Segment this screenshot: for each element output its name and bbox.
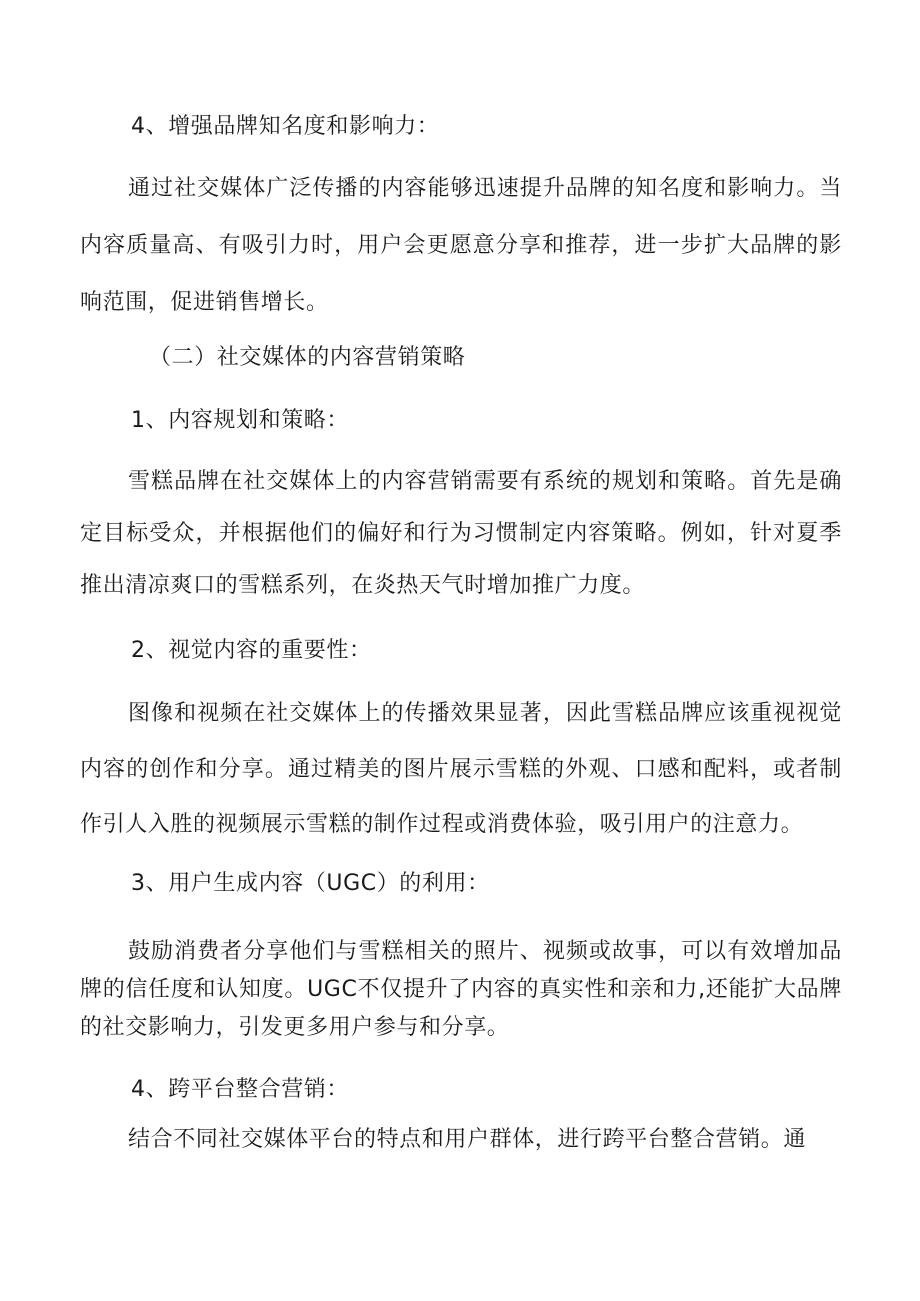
paragraph-content-planning: 雪糕品牌在社交媒体上的内容营销需要有系统的规划和策略。首先是确定目标受众，并根据他们的偏好和行为习惯制定内容策略。例如，针对夏季推出清凉爽口的雪糕系列，在炎热天气时增加推广力度。 (80, 469, 842, 598)
paragraph-ugc: 鼓励消费者分享他们与雪糕相关的照片、视频或故事，可以有效增加品牌的信任度和认知度。UGC不仅提升了内容的真实性和亲和力,还能扩大品牌的社交影响力，引发更多用户参与和分享。 (80, 939, 842, 1040)
heading-content-planning: 1、内容规划和策略： (131, 408, 349, 433)
heading-ugc: 3、用户生成内容（UGC）的利用： (131, 871, 490, 896)
heading-cross-platform: 4、跨平台整合营销： (131, 1077, 349, 1102)
heading-brand-awareness: 4、增强品牌知名度和影响力： (131, 114, 440, 139)
paragraph-cross-platform: 结合不同社交媒体平台的特点和用户群体，进行跨平台整合营销。通 (128, 1127, 807, 1152)
section-heading-content-strategy: （二）社交媒体的内容营销策略 (149, 345, 466, 370)
heading-visual-content: 2、视觉内容的重要性： (131, 638, 372, 663)
paragraph-visual-content: 图像和视频在社交媒体上的传播效果显著，因此雪糕品牌应该重视视觉内容的创作和分享。通过精美的图片展示雪糕的外观、口感和配料，或者制作引人入胜的视频展示雪糕的制作过程或消费体验，吸引用户的注意力。 (80, 701, 842, 837)
paragraph-brand-awareness: 通过社交媒体广泛传播的内容能够迅速提升品牌的知名度和影响力。当内容质量高、有吸引力时，用户会更愿意分享和推荐，进一步扩大品牌的影响范围，促进销售增长。 (80, 176, 842, 315)
